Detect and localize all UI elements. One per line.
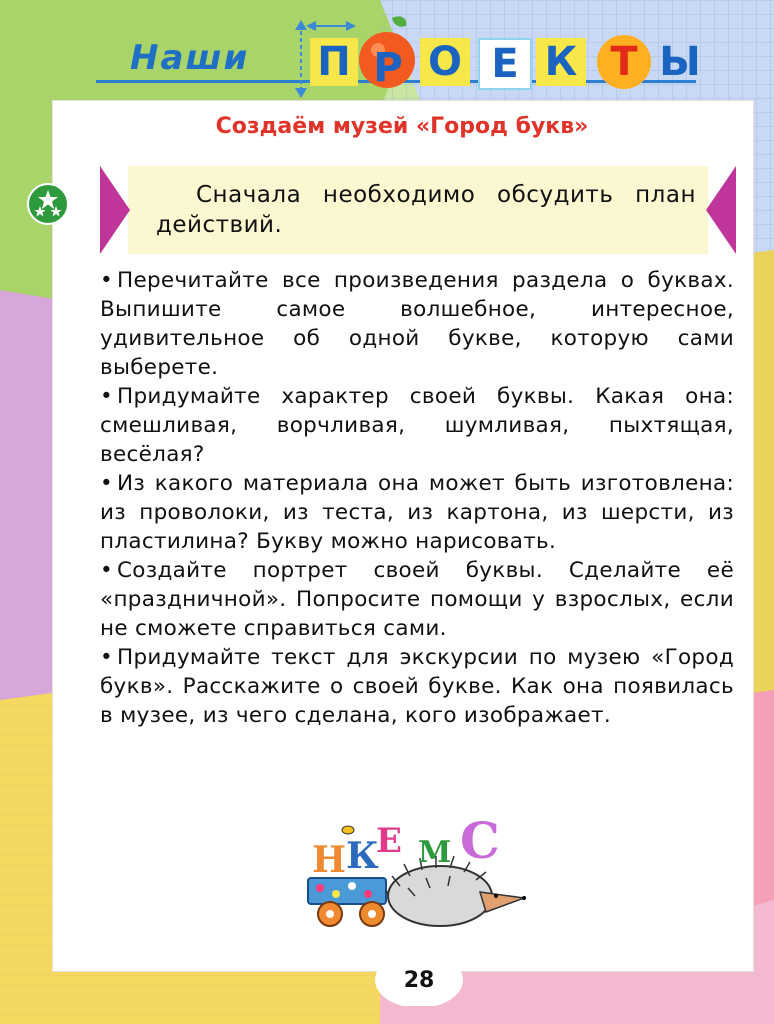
callout-text: Сначала необходимо обсудить план действий.: [156, 182, 696, 238]
instructions-list: [100, 266, 734, 730]
project-letter-y: Ы: [659, 39, 701, 85]
project-letter-r: Р: [373, 45, 403, 91]
svg-text:К: К: [346, 835, 379, 877]
svg-text:М: М: [418, 835, 452, 870]
page-number: 28: [403, 967, 435, 993]
project-letter-p: П: [310, 38, 358, 86]
svg-text:Н: Н: [312, 839, 347, 881]
header-section-word: Наши: [130, 38, 250, 78]
project-letter-e: Е: [478, 38, 532, 90]
project-letter-o: О: [420, 38, 470, 86]
list-item: • Из какого материала она может быть изготовлена: из проволоки, из теста, из картона, из шерсти, из пластилина? Букву можно нарисовать.: [100, 471, 734, 554]
project-letter-k: К: [536, 38, 586, 86]
page-subtitle: Создаём музей «Город букв»: [215, 114, 589, 139]
list-item: • Придумайте характер своей буквы. Какая она: смешливая, ворчливая, шумливая, пыхтящая, весёлая?: [100, 384, 734, 467]
width-arrow-icon: [306, 18, 356, 34]
svg-text:Е: Е: [376, 821, 402, 861]
list-item: • Придумайте текст для экскурсии по музею «Город букв». Расскажите о своей букве. Как она появилась в музее, из чего сделана, кого изображает.: [100, 645, 734, 728]
hedgehog-letters-illustration: [300, 796, 530, 936]
star-badge-icon: [26, 182, 70, 226]
list-item: • Перечитайте все произведения раздела о буквах. Выпишите самое волшебное, интересное, удивительное об одной букве, которую сами выберете.: [100, 268, 734, 380]
list-item: • Создайте портрет своей буквы. Сделайте её «праздничной». Попросите помощи у взрослых, если не сможете справиться сами.: [100, 558, 734, 641]
project-letter-t: Т: [610, 39, 638, 85]
svg-text:С: С: [460, 811, 500, 870]
